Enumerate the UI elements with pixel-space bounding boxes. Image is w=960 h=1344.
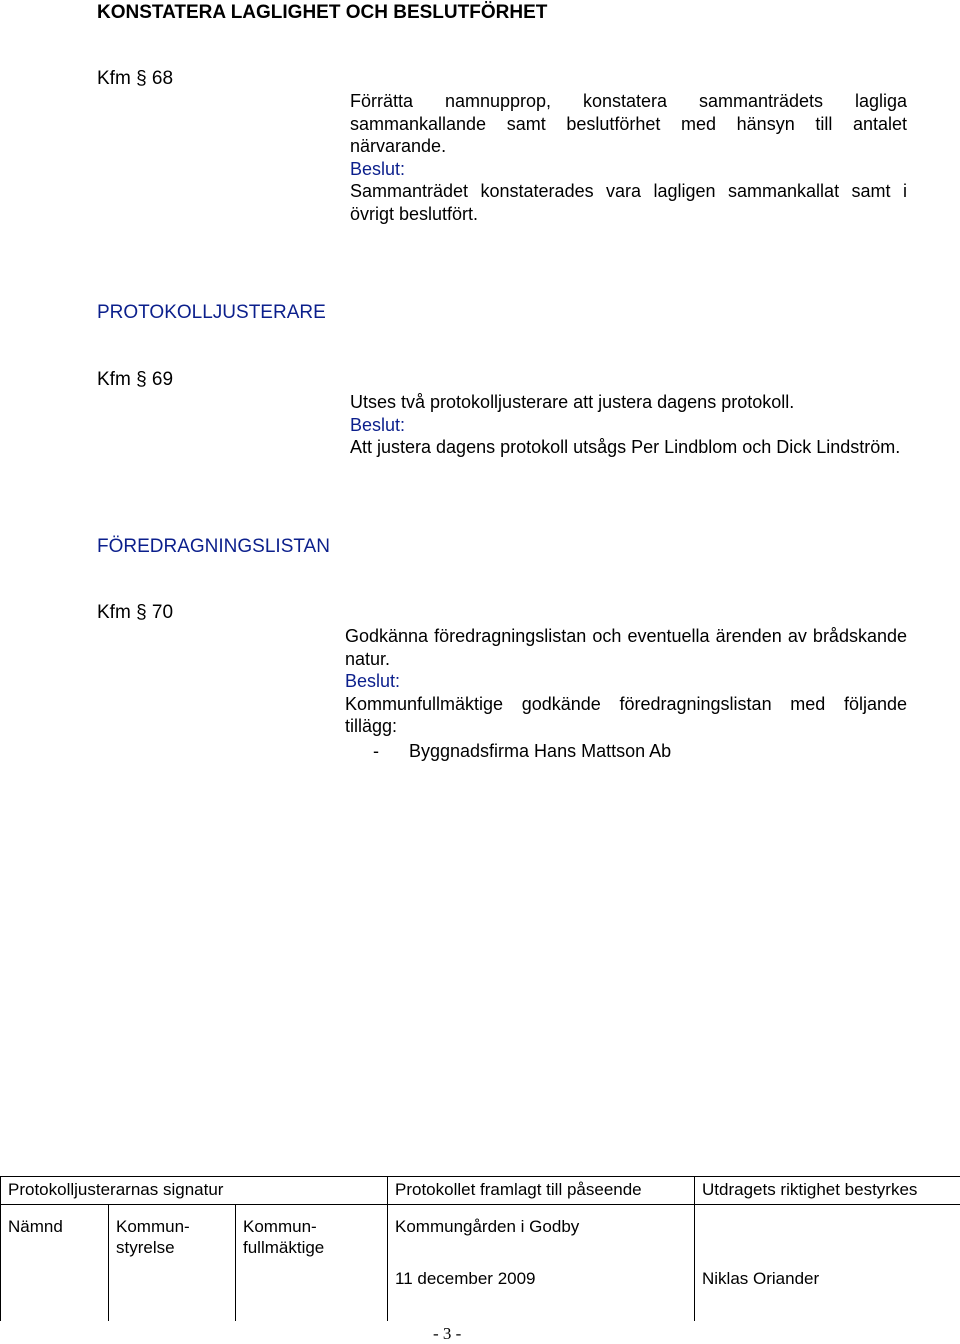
fullmaktige-label-line2: fullmäktige [243, 1238, 325, 1257]
header-posted: Protokollet framlagt till påseende [395, 1180, 642, 1199]
protocol-footer [0, 1176, 960, 1321]
section-body-2 [350, 391, 907, 459]
section-symbol: § [136, 602, 147, 623]
section-symbol: § [136, 68, 147, 89]
footer-top-rule [0, 1176, 960, 1177]
footer-header-rule [0, 1204, 960, 1205]
certifier-name: Niklas Oriander [702, 1269, 820, 1288]
styrelse-label-line2: styrelse [116, 1238, 175, 1257]
section-heading-2: PROTOKOLLJUSTERARE [97, 302, 326, 323]
section-symbol: § [136, 369, 147, 390]
beslut-label: Beslut: [350, 158, 406, 179]
matter-text: Godkänna föredragningslistan och eventuella ärenden av brådskande natur. [345, 626, 907, 669]
fullmaktige-label-line1: Kommun- [243, 1217, 317, 1236]
header-signatures: Protokolljusterarnas signatur [8, 1180, 224, 1199]
paragraph-label: Kfm [97, 68, 131, 89]
matter-text: Utses två protokolljusterare att justera dagens protokoll. [350, 392, 795, 412]
footer-divider-1 [387, 1176, 388, 1321]
page-number: - 3 - [433, 1324, 462, 1343]
section-heading-1: KONSTATERA LAGLIGHET OCH BESLUTFÖRHET [97, 2, 548, 23]
section-heading-3: FÖREDRAGNINGSLISTAN [97, 536, 330, 557]
styrelse-label-line1: Kommun- [116, 1217, 190, 1236]
paragraph-number: 68 [151, 68, 174, 89]
decision-text: Sammanträdet konstaterades vara lagligen sammankallat samt i övrigt beslutfört. [350, 181, 907, 224]
list-item [345, 740, 907, 763]
paragraph-number: 69 [151, 369, 174, 390]
posting-date: 11 december 2009 [395, 1269, 536, 1288]
footer-divider-2 [694, 1176, 695, 1321]
section-body-1 [350, 90, 907, 225]
decision-text: Kommunfullmäktige godkände föredragningslistan med följande tillägg: [345, 693, 907, 736]
paragraph-number: 70 [151, 602, 174, 623]
beslut-label: Beslut: [350, 414, 406, 435]
header-certified: Utdragets riktighet bestyrkes [702, 1180, 918, 1199]
footer-divider-namnd [108, 1204, 109, 1321]
posting-place: Kommungården i Godby [395, 1217, 580, 1236]
paragraph-label: Kfm [97, 602, 131, 623]
list-item-text: Byggnadsfirma Hans Mattson Ab [409, 740, 672, 761]
footer-left-border [0, 1176, 1, 1321]
paragraph-ref-70 [97, 602, 173, 624]
paragraph-ref-68 [97, 68, 173, 90]
namnd-label: Nämnd [8, 1217, 63, 1236]
decision-text: Att justera dagens protokoll utsågs Per Lindblom och Dick Lindström. [350, 437, 901, 457]
footer-divider-styrelse [235, 1204, 236, 1321]
paragraph-label: Kfm [97, 369, 131, 390]
section-body-3 [345, 625, 907, 762]
paragraph-ref-69 [97, 369, 173, 391]
list-bullet: - [373, 740, 379, 761]
matter-text: Förrätta namnupprop, konstatera sammanträdets lagliga sammankallande samt beslutförhet med hänsyn till antalet närvarande. [350, 91, 907, 156]
beslut-label: Beslut: [345, 671, 401, 691]
